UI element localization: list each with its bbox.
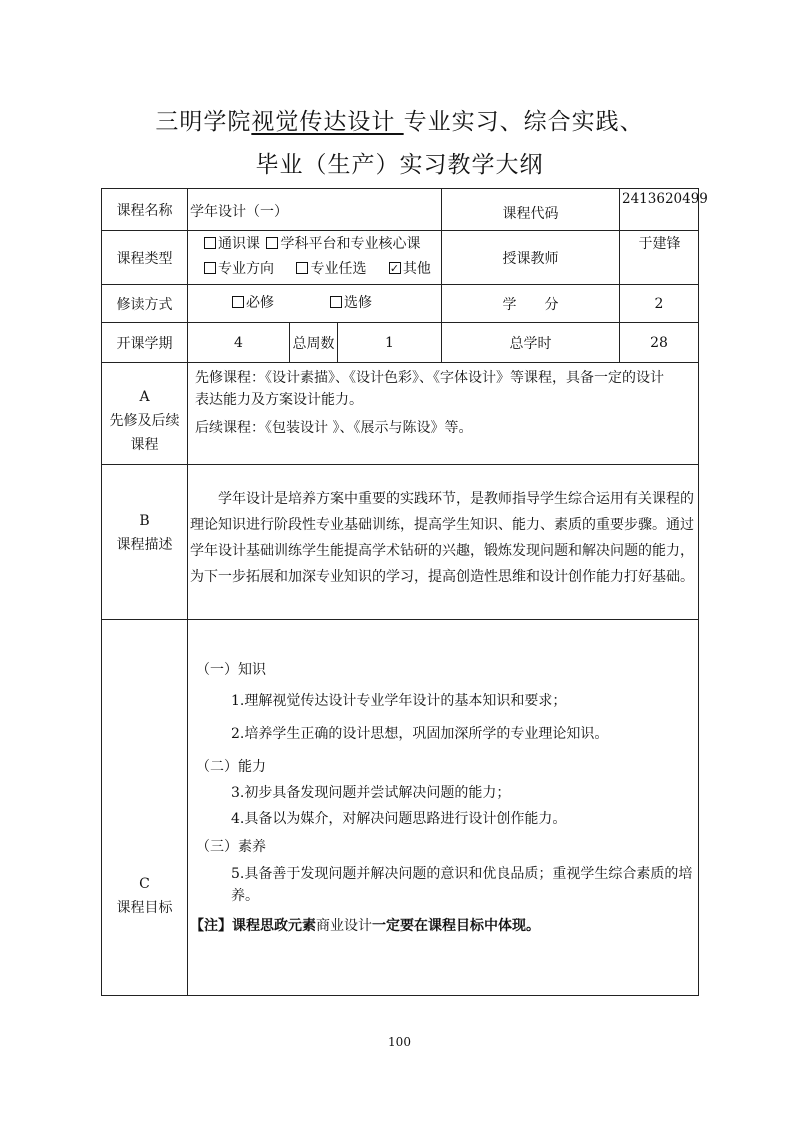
subsequent-courses: 后续课程：《包装设计 》、《展示与陈设》等。 (195, 420, 473, 436)
teacher-label: 授课教师 (502, 250, 559, 267)
section-c-letter: C (139, 876, 150, 892)
study-mode-label: 修读方式 (116, 296, 173, 313)
section-a-label: A 先修及后续 课程 (102, 385, 187, 457)
credit-value: 2 (654, 295, 664, 312)
study-required-option[interactable]: 必修 (232, 292, 274, 314)
major-name: 视觉传达设计 (251, 109, 404, 135)
page-number: 100 (388, 1035, 411, 1049)
course-type-options-line1 (204, 233, 420, 255)
checkbox-icon (204, 262, 216, 274)
type-general-option[interactable]: 通识课 (204, 236, 260, 252)
document-title-line-2: 毕业（生产）实习教学大纲 (255, 152, 544, 178)
course-code-value: 2413620499 (622, 191, 708, 207)
checkbox-icon (330, 296, 342, 308)
section-a-letter: A (139, 389, 150, 405)
weeks-value: 1 (385, 334, 394, 351)
checked-checkbox-icon (389, 262, 401, 274)
prerequisite-courses-line2: 表达能力及方案设计能力。 (195, 392, 363, 408)
quality-heading: （三）素养 (196, 839, 266, 855)
objective-item-4: 4.具备以为媒介，对解决问题思路进行设计创作能力。 (231, 811, 567, 827)
credit-label: 学 分 (502, 296, 559, 313)
objective-item-5-line1: 5.具备善于发现问题并解决问题的意识和优良品质；重视学生综合素质的培 (231, 866, 693, 882)
document-title-line-1: 三明学院视觉传达设计 专业实习、综合实践、 (155, 109, 644, 135)
section-b-letter: B (139, 513, 150, 529)
type-core-option[interactable]: 学科平台和专业核心课 (266, 236, 420, 252)
checkbox-icon (232, 296, 244, 308)
objective-item-2: 2.培养学生正确的设计思想，巩固加深所学的专业理论知识。 (231, 726, 609, 742)
weeks-label: 总周数 (292, 335, 335, 352)
section-c-label: C 课程目标 (102, 872, 187, 920)
course-description: 学年设计是培养方案中重要的实践环节，是教师指导学生综合运用有关课程的 理论知识进行阶段性专业基础训练，提高学生知识、能力、素质的重要步骤。通过 学年设计基础训练学生能提高学术钻研的兴趣，锻炼发现问题和解决问题的能力， 为下一步拓展和加深专业知识的学习，提高创造性思维和设计创作能力打好基础。 (190, 491, 694, 585)
knowledge-heading: （一）知识 (196, 662, 266, 678)
ability-heading: （二）能力 (196, 759, 266, 775)
semester-label: 开课学期 (116, 335, 173, 352)
section-b-label: B 课程描述 (102, 509, 187, 557)
checkbox-icon (266, 237, 278, 249)
checkbox-icon (296, 262, 308, 274)
objective-item-3: 3.初步具备发现问题并尝试解决问题的能力； (231, 785, 511, 801)
ideological-note: 【注】课程思政元素商业设计一定要在课程目标中体现。 (190, 918, 540, 934)
objective-item-5-line2: 养。 (231, 888, 259, 904)
semester-value: 4 (234, 334, 243, 351)
objective-item-1: 1.理解视觉传达设计专业学年设计的基本知识和要求； (231, 693, 567, 709)
course-name-value: 学年设计（一） (190, 204, 288, 220)
prerequisite-courses-line1: 先修课程：《设计素描》、《设计色彩》、《字体设计》等课程，具备一定的设计 (195, 370, 664, 386)
course-type-options-line2 (204, 258, 431, 280)
type-elective-option[interactable]: 专业任选 (296, 261, 366, 277)
study-elective-option[interactable]: 选修 (330, 292, 372, 314)
type-other-option[interactable]: ✓ 其他 (389, 261, 431, 277)
course-type-label: 课程类型 (116, 250, 173, 267)
teacher-value: 于建锋 (638, 236, 681, 252)
hours-value: 28 (650, 334, 668, 351)
type-direction-option[interactable]: 专业方向 (204, 261, 274, 277)
course-name-label: 课程名称 (116, 202, 173, 219)
course-code-label: 课程代码 (502, 205, 559, 222)
checkbox-icon (204, 237, 216, 249)
hours-label: 总学时 (509, 335, 552, 352)
